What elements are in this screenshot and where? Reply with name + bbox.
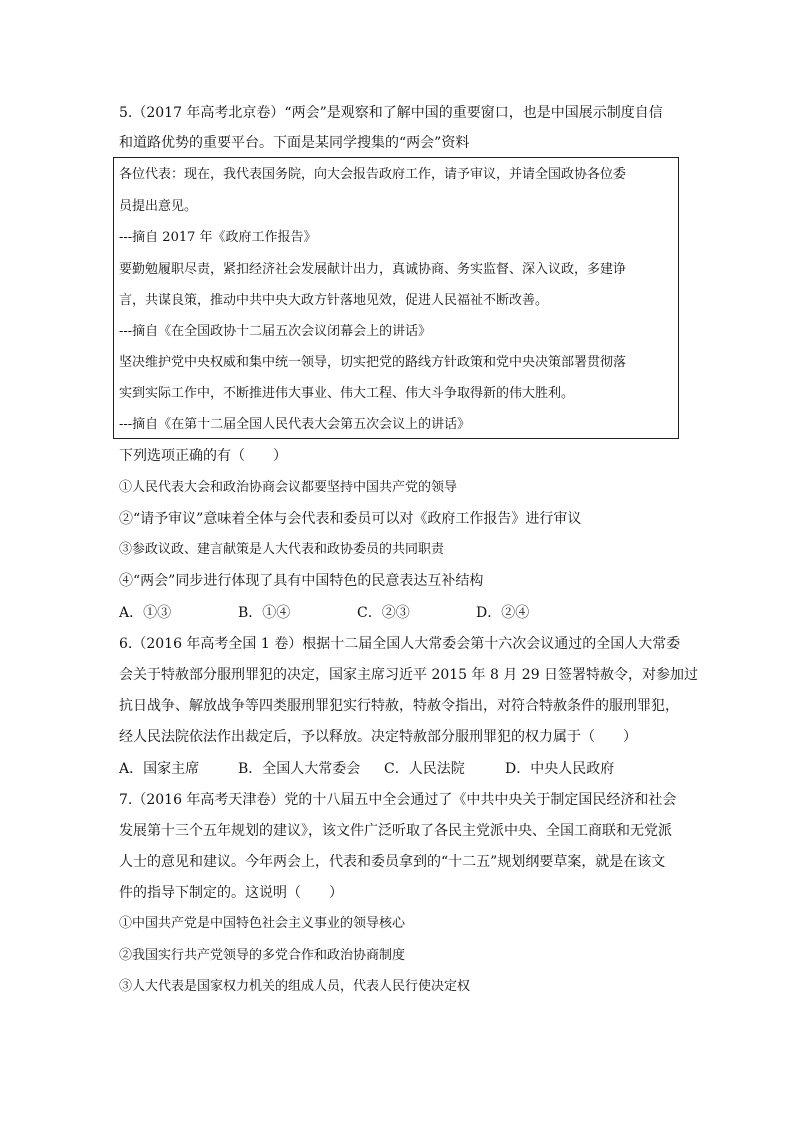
q5-box-para-2-line-1: 要勤勉履职尽责，紧扣经济社会发展献计出力，真诚协商、务实监督、深入议政，多建诤 (119, 262, 627, 277)
q5-box-source-3: ---摘自《在第十二届全国人民代表大会第五次会议上的讲话》 (119, 417, 471, 432)
q5-box-para-1-line-2: 员提出意见。 (119, 199, 198, 214)
q5-option-c: C．②③ (357, 605, 410, 621)
q6-option-c: C．人民法院 (384, 761, 465, 777)
q5-item-3: ③参政议政、建言献策是人大代表和政协委员的共同职责 (119, 542, 445, 557)
q5-box-para-2-line-2: 言，共谋良策，推动中共中央大政方针落地见效，促进人民福祉不断改善。 (119, 293, 549, 308)
q7-item-3: ③人大代表是国家权力机关的组成人员，代表人民行使决定权 (119, 979, 471, 994)
q5-item-2: ②“请予审议”意味着全体与会代表和委员可以对《政府工作报告》进行审议 (119, 511, 582, 527)
q6-stem-line-3: 抗日战争、解放战争等四类服刑罪犯实行特赦，特赦令指出，对符合特赦条件的服刑罪犯， (119, 698, 679, 714)
q7-item-2: ②我国实行共产党领导的多党合作和政治协商制度 (119, 948, 406, 963)
q5-option-a: A．①③ (119, 605, 172, 621)
q5-option-d: D．②④ (476, 605, 530, 621)
q7-stem-line-1: 7.（2016 年高考天津卷）党的十八届五中全会通过了《中共中央关于制定国民经济和社会 (119, 792, 677, 808)
q6-stem-line-1: 6.（2016 年高考全国 1 卷）根据十二届全国人大常委会第十六次会议通过的全国人大常委 (119, 636, 681, 652)
q5-prompt: 下列选项正确的有（ ） (119, 448, 287, 464)
q6-stem-line-2: 会关于特赦部分服刑罪犯的决定，国家主席习近平 2015 年 8 月 29 日签署特赦令，对参加过 (119, 667, 699, 683)
q6-option-b: B．全国人大常委会 (238, 761, 361, 777)
q7-item-1: ①中国共产党是中国特色社会主义事业的领导核心 (119, 916, 406, 931)
q6-option-a: A．国家主席 (119, 761, 200, 777)
q5-item-1: ①人民代表大会和政治协商会议都要坚持中国共产党的领导 (119, 480, 458, 495)
q5-box-para-1-line-1: 各位代表：现在，我代表国务院，向大会报告政府工作，请予审议，并请全国政协各位委 (119, 167, 627, 182)
q5-option-b: B．①④ (238, 605, 291, 621)
q7-stem-line-2: 发展第十三个五年规划的建议》，该文件广泛听取了各民主党派中央、全国工商联和无党派 (119, 823, 672, 839)
q5-item-4: ④“两会”同步进行体现了具有中国特色的民意表达互补结构 (119, 573, 484, 589)
q5-box-source-1: ---摘自 2017 年《政府工作报告》 (119, 230, 317, 245)
q5-box-para-3-line-1: 坚决维护党中央权威和集中统一领导，切实把党的路线方针政策和党中央决策部署贯彻落 (119, 355, 627, 370)
q7-stem-line-3: 人士的意见和建议。今年两会上，代表和委员拿到的“十二五”规划纲要草案，就是在该文 (119, 854, 666, 870)
q6-option-d: D．中央人民政府 (505, 761, 615, 777)
q6-stem-line-4: 经人民法院依法作出裁定后，予以释放。决定特赦部分服刑罪犯的权力属于（ ） (119, 729, 637, 745)
q5-box-para-3-line-2: 实到实际工作中，不断推进伟大事业、伟大工程、伟大斗争取得新的伟大胜利。 (119, 386, 575, 401)
q7-stem-line-4: 件的指导下制定的。这说明（ ） (119, 885, 343, 901)
q5-stem-line-1: 5.（2017 年高考北京卷）“两会”是观察和了解中国的重要窗口，也是中国展示制度自信 (119, 105, 663, 121)
q5-stem-line-2: 和道路优势的重要平台。下面是某同学搜集的“两会”资料 (119, 135, 470, 151)
q5-box-source-2: ---摘自《在全国政协十二届五次会议闭幕会上的讲话》 (119, 324, 432, 339)
